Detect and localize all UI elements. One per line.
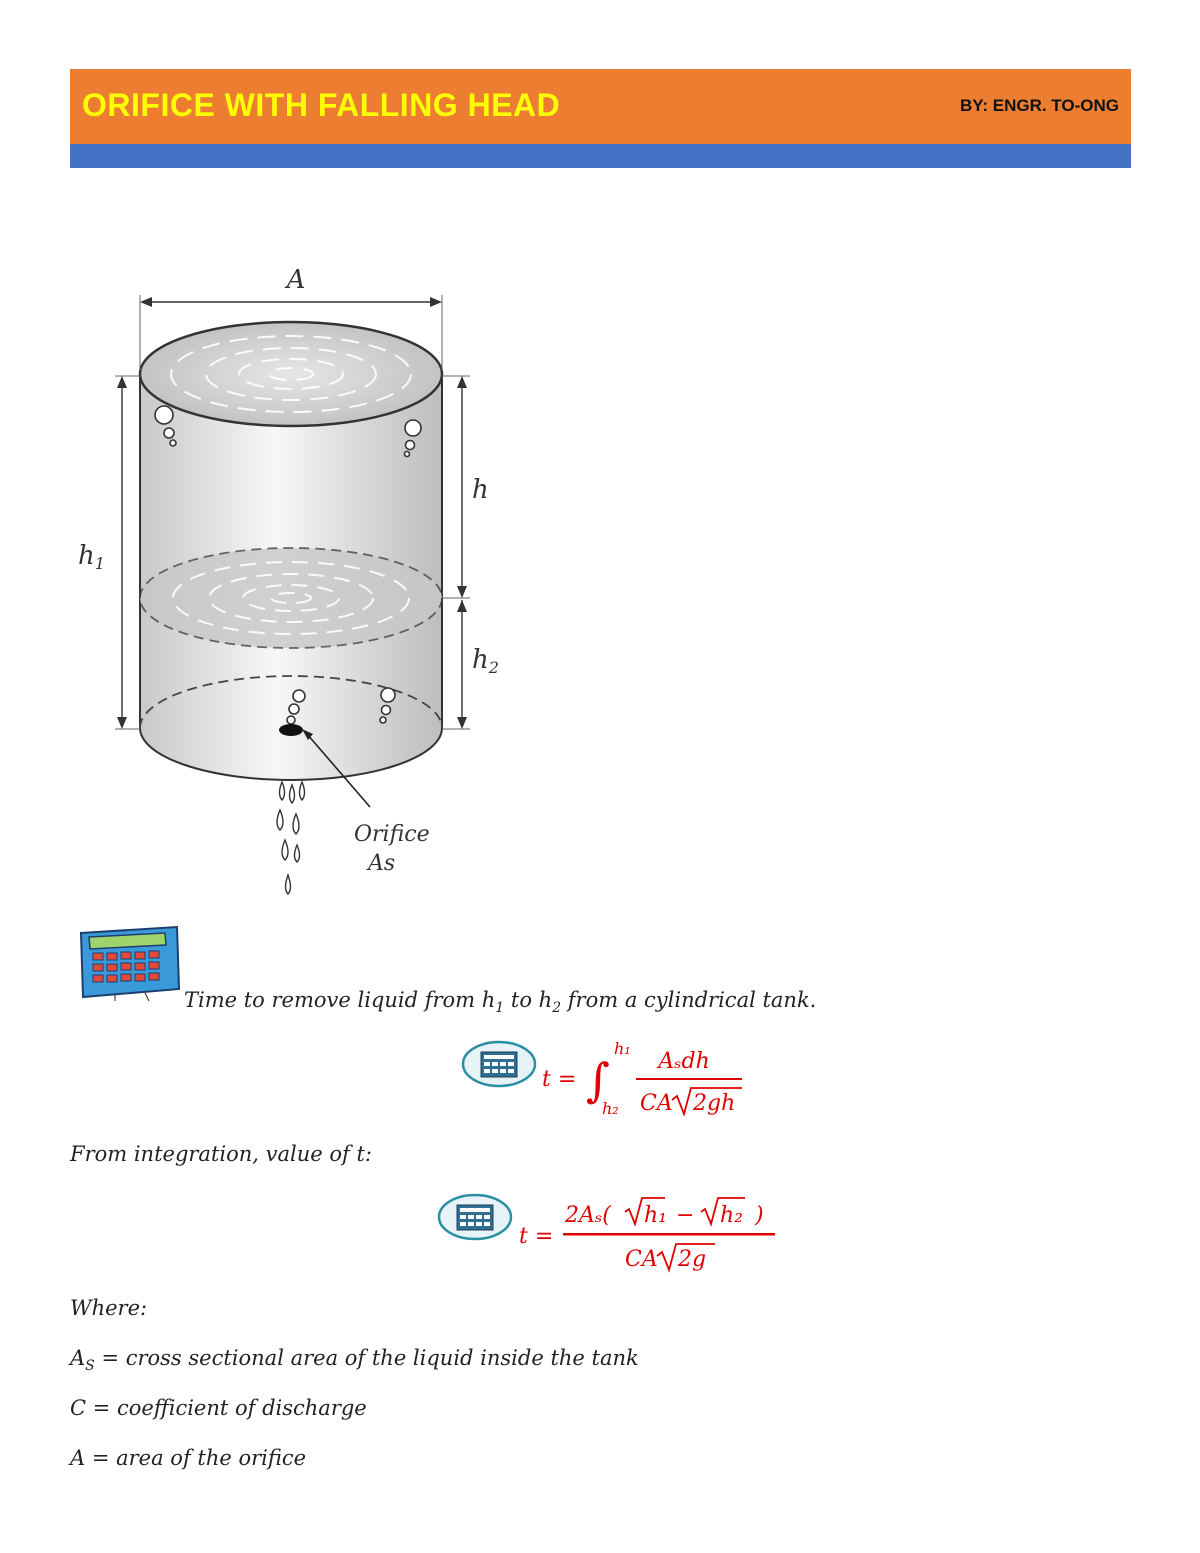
svg-text:h2 xyxy=(472,645,499,677)
label-h1-sub: 1 xyxy=(94,554,105,573)
orifice-label: Orifice xyxy=(354,822,430,847)
definition-row: C = coefficient of discharge xyxy=(70,1396,367,1420)
equation-time-result xyxy=(515,1190,785,1280)
eq2-num-prefix: 2Aₛ( xyxy=(565,1203,611,1228)
eq2-num-suffix: ) xyxy=(755,1203,764,1228)
svg-text:∫: ∫ xyxy=(586,1053,610,1107)
where-label: Where: xyxy=(70,1296,148,1320)
label-h2-sub: 2 xyxy=(488,658,499,677)
definition-row: $A_S$ = cross sectional area of the liquid inside the tank xyxy=(70,1346,639,1375)
author-byline: BY: ENGR. TO-ONG xyxy=(960,96,1119,115)
eq2-num-minus: − xyxy=(676,1203,695,1228)
label-h: h xyxy=(472,475,489,505)
water-drops xyxy=(277,782,305,894)
orifice-area-label: As xyxy=(368,851,396,876)
eq1-lhs: t = xyxy=(542,1067,577,1092)
eq2-denominator-prefix: CA xyxy=(625,1247,658,1272)
equation-icon xyxy=(437,1193,513,1241)
title-banner xyxy=(70,69,1131,144)
integration-text: From integration, value of t: xyxy=(70,1142,372,1166)
orifice-hole xyxy=(279,724,303,736)
tank-top-surface xyxy=(140,322,442,426)
header-accent-bar xyxy=(70,144,1131,168)
eq1-denominator-prefix: CA xyxy=(640,1091,673,1116)
eq1-upper-limit: h₁ xyxy=(614,1039,631,1058)
eq2-num-rad1: h₁ xyxy=(644,1203,667,1228)
tank-diagram xyxy=(70,250,520,910)
page-title: ORIFICE WITH FALLING HEAD xyxy=(82,87,561,123)
label-A: A xyxy=(286,265,306,295)
svg-text:h1 xyxy=(78,541,105,573)
calculator-icon xyxy=(75,925,183,1001)
water-level-surface xyxy=(140,548,442,648)
definition-row: A = area of the orifice xyxy=(70,1446,307,1470)
label-h1: h xyxy=(78,541,95,571)
eq2-num-rad2: h₂ xyxy=(720,1203,743,1228)
equation-icon xyxy=(461,1040,537,1088)
eq1-lower-limit: h₂ xyxy=(602,1099,619,1118)
eq1-numerator: Aₛdh xyxy=(658,1049,710,1074)
equation-time-integral xyxy=(538,1030,758,1122)
intro-text: Time to remove liquid from $h_1$ to $h_2$ from a cylindrical tank. xyxy=(184,988,817,1017)
eq1-denominator-radicand: 2gh xyxy=(693,1091,736,1116)
label-h2: h xyxy=(472,645,489,675)
eq2-lhs: t = xyxy=(519,1224,554,1249)
eq2-denominator-radicand: 2g xyxy=(678,1247,707,1272)
